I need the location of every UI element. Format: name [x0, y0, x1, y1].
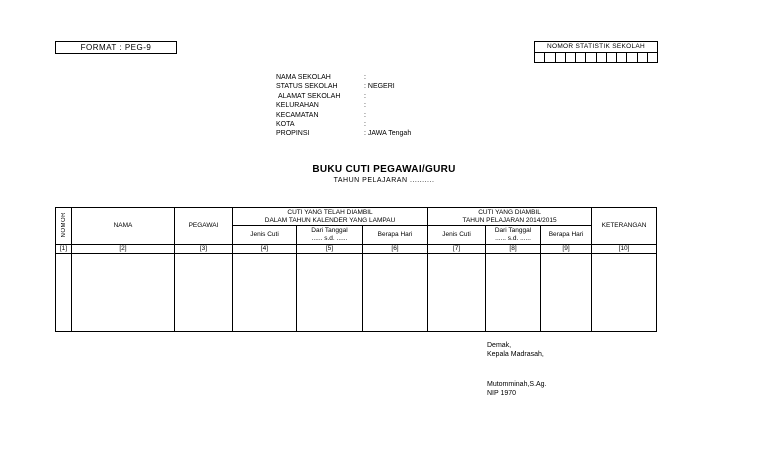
col-number: [4] [233, 245, 297, 254]
subheader-jenis-cuti: Jenis Cuti [428, 226, 486, 245]
info-value: : [364, 92, 366, 100]
info-value: : JAWA Tengah [364, 130, 412, 138]
info-label: KELURAHAN [276, 102, 319, 110]
dari-tanggal-line2: ...... s.d. ...... [311, 235, 348, 242]
dari-tanggal-line1: Dari Tanggal [311, 227, 348, 234]
col-number: [10] [592, 245, 657, 254]
nss-cell [576, 53, 586, 62]
signature-nip: NIP 1970 [487, 390, 517, 397]
nss-cell [566, 53, 576, 62]
header-group-lampau [233, 208, 428, 226]
col-number: [7] [428, 245, 486, 254]
subheader-dari-tanggal [486, 226, 541, 245]
nss-cell [586, 53, 596, 62]
dari-tanggal-line1: Dari Tanggal [494, 227, 532, 234]
info-label: PROPINSI [276, 130, 310, 138]
subheader-berapa-hari: Berapa Hari [541, 226, 592, 245]
table-cell [72, 254, 175, 332]
info-label: KECAMATAN [276, 111, 319, 119]
info-label: STATUS SEKOLAH [276, 83, 338, 91]
info-row [276, 129, 411, 138]
table-cell [541, 254, 592, 332]
nss-cell [617, 53, 627, 62]
school-info [276, 73, 411, 139]
subheader-dari-tanggal [297, 226, 363, 245]
col-number: [1] [56, 245, 72, 254]
table-cell [175, 254, 233, 332]
info-value: : [364, 102, 366, 110]
info-row [276, 92, 411, 101]
info-value: : [364, 111, 366, 119]
group2-line2: TAHUN PELAJARAN 2014/2015 [462, 216, 557, 224]
subheader-berapa-hari: Berapa Hari [363, 226, 428, 245]
col-number: [8] [486, 245, 541, 254]
group2-line1: CUTI YANG DIAMBIL [478, 208, 541, 216]
column-number-row [56, 245, 657, 254]
nss-cell [638, 53, 648, 62]
table-cell [363, 254, 428, 332]
nss-cell [627, 53, 637, 62]
nss-cell [535, 53, 545, 62]
page-subtitle: TAHUN PELAJARAN .......... [333, 177, 435, 184]
leave-table [55, 207, 657, 332]
nss-cell [648, 53, 657, 62]
table-cell [428, 254, 486, 332]
table-cell [297, 254, 363, 332]
col-number: [5] [297, 245, 363, 254]
signature-place: Demak, [487, 342, 512, 349]
table-cell [592, 254, 657, 332]
table-cell [233, 254, 297, 332]
group1-line1: CUTI YANG TELAH DIAMBIL [287, 208, 373, 216]
group1-line2: DALAM TAHUN KALENDER YANG LAMPAU [264, 216, 396, 224]
info-value: : NEGERI [364, 83, 395, 91]
signature-role: Kepala Madrasah, [487, 351, 544, 358]
nomor-label: NOMOR [60, 211, 67, 238]
info-label: KOTA [276, 121, 295, 129]
col-number: [6] [363, 245, 428, 254]
subheader-jenis-cuti: Jenis Cuti [233, 226, 297, 245]
info-row [276, 120, 411, 129]
nss-cell [545, 53, 555, 62]
info-value: : [364, 121, 366, 129]
header-pegawai: PEGAWAI [175, 208, 233, 245]
page-title: BUKU CUTI PEGAWAI/GURU [312, 164, 456, 175]
header-keterangan: KETERANGAN [592, 208, 657, 245]
nss-cells [535, 53, 657, 62]
table-row [56, 254, 657, 332]
dari-tanggal-line2: ...... s.d. ...... [495, 235, 531, 242]
info-row [276, 82, 411, 91]
info-row [276, 101, 411, 110]
nss-cell [556, 53, 566, 62]
col-number: [3] [175, 245, 233, 254]
nss-label: NOMOR STATISTIK SEKOLAH [535, 42, 657, 53]
info-label: ALAMAT SEKOLAH [278, 92, 341, 100]
signature-name: Mutomminah,S.Ag. [487, 381, 547, 388]
info-row [276, 73, 411, 82]
col-number: [9] [541, 245, 592, 254]
info-value: : [364, 74, 366, 81]
nss-cell [607, 53, 617, 62]
table-cell [486, 254, 541, 332]
info-row [276, 111, 411, 120]
header-group-current [428, 208, 592, 226]
nss-cell [597, 53, 607, 62]
info-label: NAMA SEKOLAH [276, 74, 331, 81]
format-label: FORMAT : PEG-9 [55, 41, 177, 54]
table-cell [56, 254, 72, 332]
header-nomor [56, 208, 72, 245]
col-number: [2] [72, 245, 175, 254]
header-nama: NAMA [72, 208, 175, 245]
nss-box [534, 41, 658, 63]
